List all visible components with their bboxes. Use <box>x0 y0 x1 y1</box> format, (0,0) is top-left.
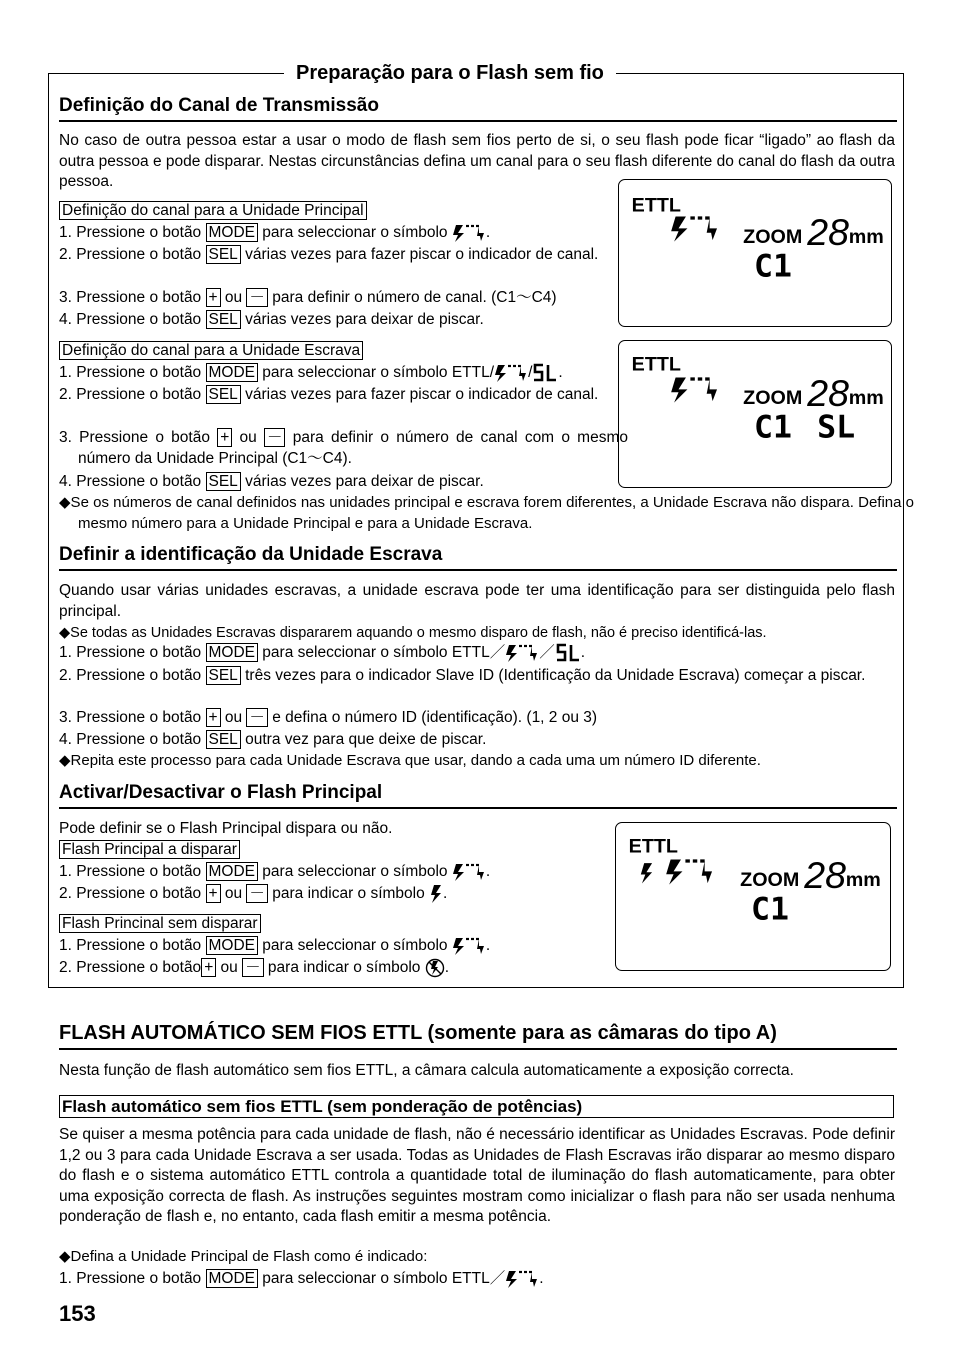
plus-button: + <box>206 884 221 903</box>
master-step-4: 4. Pressione o botão SEL várias vezes para deixar de piscar. <box>59 311 484 328</box>
svg-text:ZOOM: ZOOM <box>743 226 803 249</box>
ettl-subheading: Flash automático sem fios ETTL (sem ponderação de potências) <box>59 1095 894 1118</box>
svg-text:28: 28 <box>807 211 849 254</box>
svg-text:C1: C1 <box>751 891 790 928</box>
channel-note: ◆Se os números de canal definidos nas unidades principal e escrava forem diferentes, a Unidade Escrava não dispara. Defina o mesmo número para a Unidade Principal e para a Unidade Escrava. <box>59 494 914 532</box>
on-step-2: 2. Pressione o botão + ou － para indicar o símbolo . <box>59 885 448 903</box>
slave-label: Definição do canal para a Unidade Escrava <box>59 341 363 360</box>
flash-off-icon <box>425 958 445 978</box>
off-step-2: 2. Pressione o botão + ou － para indicar o símbolo . <box>59 959 450 977</box>
master-step-3: 3. Pressione o botão + ou － para definir o número de canal. (C1～C4) <box>59 289 557 306</box>
slave-step-4: 4. Pressione o botão SEL várias vezes para deixar de piscar. <box>59 473 484 490</box>
master-label-line <box>59 201 367 222</box>
minus-button: － <box>246 884 268 903</box>
sel-button: SEL <box>206 730 241 749</box>
minus-button: － <box>242 958 264 977</box>
slave-id-note1: ◆Se todas as Unidades Escravas dispararem aquando o mesmo disparo de flash, não é preciso identificá-las. <box>59 625 767 641</box>
plus-button: + <box>206 708 221 727</box>
on-step-1: 1. Pressione o botão MODE para seleccionar o símbolo . <box>59 863 491 881</box>
ettl-intro: Nesta função de flash automático sem fios ETTL, a câmara calcula automaticamente a exposição correcta. <box>59 1062 794 1079</box>
heading-ettl-auto: FLASH AUTOMÁTICO SEM FIOS ETTL (somente para as câmaras do tipo A) <box>59 1020 897 1050</box>
wireless-flash-icon <box>494 363 528 383</box>
master-step-2: 2. Pressione o botão SEL várias vezes para fazer piscar o indicador de canal. <box>59 246 599 263</box>
slave-step-2: 2. Pressione o botão SEL várias vezes para fazer piscar o indicador de canal. <box>59 386 599 403</box>
off-label-line <box>59 914 261 935</box>
minus-button: － <box>246 288 268 307</box>
slave-sl-icon <box>532 363 558 383</box>
svg-text:ZOOM: ZOOM <box>743 387 803 410</box>
svg-text:ETTL: ETTL <box>628 835 678 858</box>
lcd-ettl-text: ETTL <box>631 194 681 217</box>
lcd-slave-channel <box>618 340 892 488</box>
svg-text:mm: mm <box>845 869 881 892</box>
page-number: 153 <box>59 1301 96 1326</box>
heading-master-on-off: Activar/Desactivar o Flash Principal <box>59 781 897 809</box>
svg-text:ZOOM: ZOOM <box>740 869 800 892</box>
lcd-master-channel <box>618 179 892 327</box>
channel-intro: No caso de outra pessoa estar a usar o modo de flash sem fios perto de si, o seu flash pode ficar “ligado” ao flash da outra pessoa e pode disparar. Nestas circunstâncias defina um canal para o seu flash diferente do canal do flash da outra pessoa. <box>59 132 895 190</box>
mode-button: MODE <box>206 223 259 242</box>
off-step-1: 1. Pressione o botão MODE para seleccionar o símbolo . <box>59 937 491 955</box>
sel-button: SEL <box>206 310 241 329</box>
sel-button: SEL <box>206 666 241 685</box>
slave-step-1: 1. Pressione o botão MODE para seleccionar o símbolo ETTL/ / . <box>59 364 563 382</box>
mode-button: MODE <box>206 936 259 955</box>
svg-text:mm: mm <box>848 226 884 249</box>
slave-id-intro: Quando usar várias unidades escravas, a unidade escrava pode ter uma identificação para ser distinguida pelo flash principal. <box>59 582 895 620</box>
minus-button: － <box>246 708 268 727</box>
svg-text:C1: C1 <box>754 409 793 446</box>
id-step-3: 3. Pressione o botão + ou － e defina o número ID (identificação). (1, 2 ou 3) <box>59 709 598 726</box>
mode-button: MODE <box>206 363 259 382</box>
plus-button: + <box>201 958 216 977</box>
mode-button: MODE <box>206 862 259 881</box>
slave-step-3: 3. Pressione o botão + ou － para definir o número de canal com o mesmo número da Unidade Principal (C1～C4). <box>59 429 628 467</box>
plus-button: + <box>206 288 221 307</box>
svg-text:C1: C1 <box>754 248 793 285</box>
ettl-note: ◆Defina a Unidade Principal de Flash como é indicado: <box>59 1248 428 1265</box>
slave-id-note2: ◆Repita este processo para cada Unidade Escrava que usar, dando a cada uma um número ID diferente. <box>59 752 761 769</box>
minus-button: － <box>264 428 286 447</box>
id-step-4: 4. Pressione o botão SEL outra vez para que deixe de piscar. <box>59 731 487 748</box>
heading-channel: Definição do Canal de Transmissão <box>59 94 897 122</box>
wireless-flash-icon <box>452 862 486 882</box>
lcd-master-on <box>615 822 891 971</box>
heading-slave-id: Definir a identificação da Unidade Escrava <box>59 543 897 571</box>
master-on-off-intro: Pode definir se o Flash Principal dispara ou não. <box>59 820 393 837</box>
id-step-1: 1. Pressione o botão MODE para seleccionar o símbolo ETTL／ ／ . <box>59 644 586 662</box>
svg-text:mm: mm <box>848 387 884 410</box>
wireless-flash-icon <box>452 223 486 243</box>
svg-text:SL: SL <box>817 409 856 446</box>
frame-title: Preparação para o Flash sem fio <box>284 60 616 86</box>
svg-text:ETTL: ETTL <box>631 353 681 376</box>
ettl-body: Se quiser a mesma potência para cada unidade de flash, não é necessário identificar as Unidades Escravas. Pode definir 1,2 ou 3 para cada Unidade Escrava a ser usada. Todas as Unidades de Flash Escravas irão disparar ao mesmo disparo do flash e o sistema automático ETTL controla a quantidade total de iluminação do flash automaticamente, para obter uma exposição correcta de flash. As instruções seguintes mostram como inicializar o flash para não ser usada nenhuma ponderação de flash e, no entanto, cada flash emitir a mesma potência. <box>59 1126 895 1225</box>
mode-button: MODE <box>206 643 259 662</box>
mode-button: MODE <box>206 1269 259 1288</box>
slave-sl-icon <box>555 643 581 663</box>
on-label-line <box>59 840 240 861</box>
sel-button: SEL <box>206 245 241 264</box>
slave-label-line <box>59 341 363 362</box>
master-on-label: Flash Principal a disparar <box>59 840 240 859</box>
wireless-flash-icon <box>452 936 486 956</box>
sel-button: SEL <box>206 385 241 404</box>
plus-button: + <box>217 428 232 447</box>
master-label: Definição do canal para a Unidade Principal <box>59 201 367 220</box>
master-off-label: Flash Princinal sem disparar <box>59 914 261 933</box>
ettl-step-1: 1. Pressione o botão MODE para seleccionar o símbolo ETTL／ . <box>59 1270 544 1288</box>
wireless-flash-icon <box>505 643 539 663</box>
sel-button: SEL <box>206 472 241 491</box>
svg-text:28: 28 <box>804 854 846 897</box>
master-step-1: 1. Pressione o botão MODE para seleccionar o símbolo . <box>59 224 491 242</box>
wireless-flash-icon <box>505 1269 539 1289</box>
id-step-2: 2. Pressione o botão SEL três vezes para o indicador Slave ID (Identificação da Unidade Escrava) começar a piscar. <box>59 667 866 684</box>
svg-text:28: 28 <box>807 372 849 415</box>
flash-bolt-icon <box>429 884 443 904</box>
